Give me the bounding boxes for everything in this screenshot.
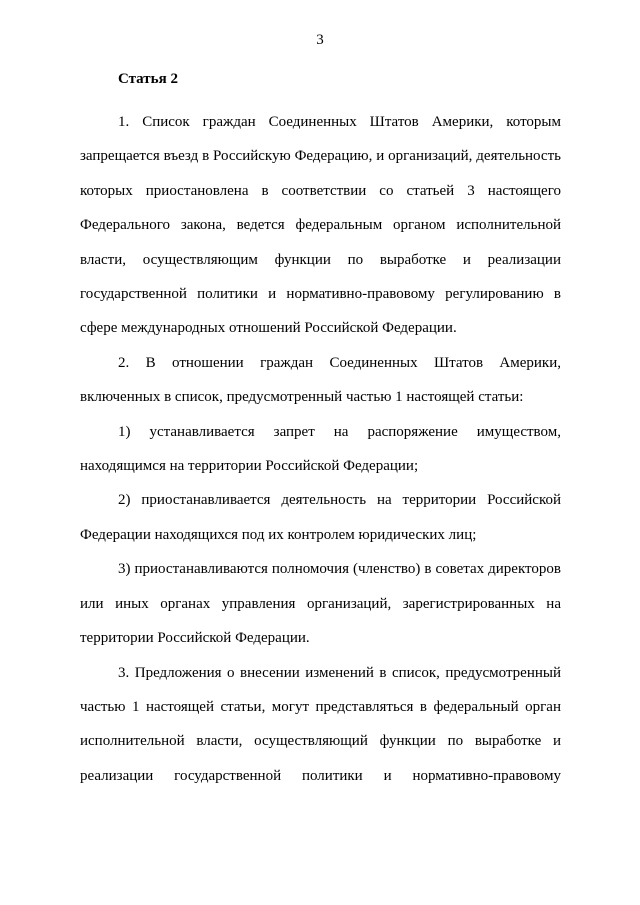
paragraph-2-item-1: 1) устанавливается запрет на распоряжение имуществом, находящимся на территории Российской Федерации;	[80, 423, 561, 475]
paragraph-1: 1. Список граждан Соединенных Штатов Америки, которым запрещается въезд в Российскую Федерацию, и организаций, деятельность которых приостановлена в соответствии со статьей 3 настоящего Федерального закона, ведется федеральным органом исполнительной власти, осуществляющим функции по выработке и реализации государственной политики и нормативно-правовому регулированию в сфере международных отношений Российской Федерации.	[80, 114, 561, 337]
paragraph-2: 2. В отношении граждан Соединенных Штатов Америки, включенных в список, предусмотренный частью 1 настоящей статьи:	[80, 354, 561, 406]
paragraph-3: 3. Предложения о внесении изменений в список, предусмотренный частью 1 настоящей статьи, могут представляться в федеральный орган исполнительной власти, осуществляющий функции по выработке и реализации государственной политики и нормативно-правовому	[80, 664, 561, 784]
paragraph-2-item-2: 2) приостанавливается деятельность на территории Российской Федерации находящихся под их контролем юридических лиц;	[80, 492, 561, 543]
article-body	[80, 105, 561, 793]
page-number: 3	[316, 32, 324, 48]
paragraph-2-item-3: 3) приостанавливаются полномочия (членство) в советах директоров или иных органах управления организаций, зарегистрированных на территории Российской Федерации.	[80, 561, 561, 647]
article-title: Статья 2	[118, 71, 178, 87]
